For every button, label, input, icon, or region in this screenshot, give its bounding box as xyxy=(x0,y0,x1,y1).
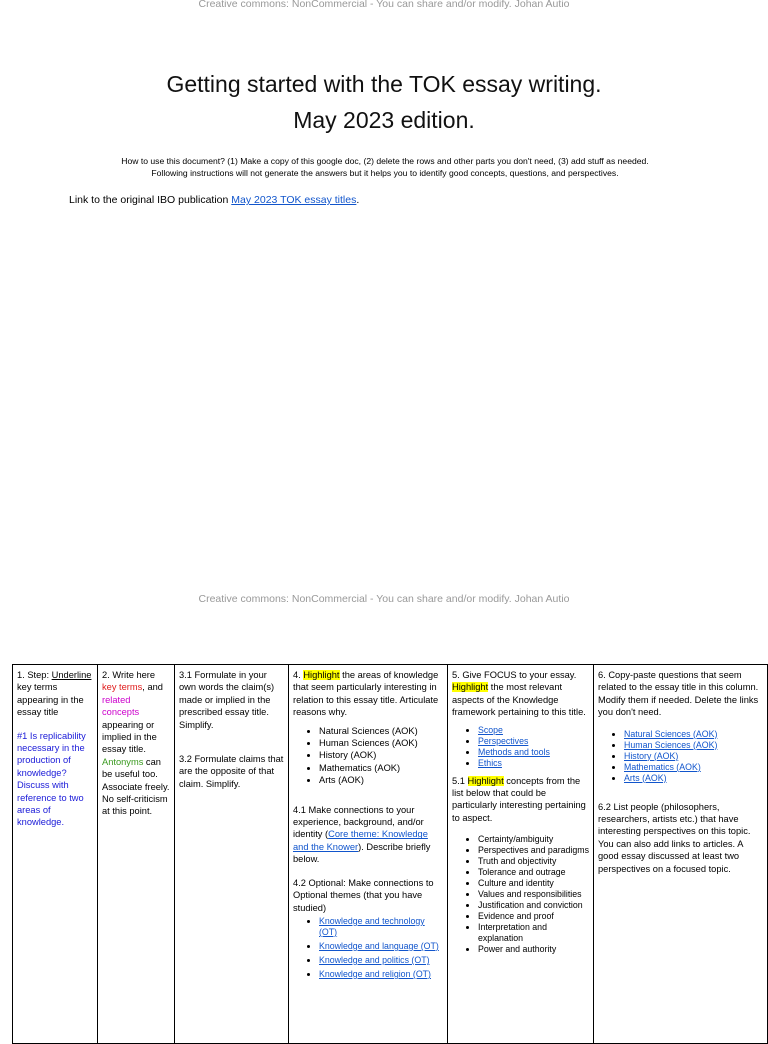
essay-question-1: #1 Is replicability necessary in the production of knowledge? Discuss with reference to two areas of knowledge. xyxy=(17,730,86,828)
step-1-underline-word: Underline xyxy=(51,670,92,680)
list-item: • History (AOK) xyxy=(319,749,443,761)
arts-link[interactable]: Arts (AOK) xyxy=(624,772,667,783)
ibo-essay-titles-link[interactable]: May 2023 TOK essay titles xyxy=(231,194,357,206)
list-item xyxy=(478,736,589,747)
list-item: • Certainty/ambiguity xyxy=(478,834,589,845)
list-item xyxy=(478,725,589,736)
list-item xyxy=(319,916,443,938)
step-2-text-c: appearing or implied in the essay title. xyxy=(102,719,157,755)
list-item: • Mathematics (AOK) xyxy=(319,762,443,774)
document-title-line-2: May 2023 edition. xyxy=(293,107,475,133)
step-5-1-prefix: 5.1 xyxy=(452,775,468,786)
step-2-text-d: can be useful too. Associate freely. No self-criticism at this point. xyxy=(102,756,170,817)
natural-sciences-link[interactable]: Natural Sciences (AOK) xyxy=(624,728,718,739)
step-5-text-b: the most relevant aspects of the Knowledge framework pertaining to this title. xyxy=(452,682,586,718)
list-item xyxy=(624,729,763,740)
step-4-2-text: 4.2 Optional: Make connections to Optional themes (that you have studied) xyxy=(293,877,434,913)
list-item: • Justification and conviction xyxy=(478,900,589,911)
step-6-text: 6. Copy-paste questions that seem related to the essay title in this column. Modify them if needed. Delete the links you don't need. xyxy=(598,670,759,718)
human-sciences-link[interactable]: Human Sciences (AOK) xyxy=(624,739,718,750)
usage-instructions xyxy=(60,155,710,179)
history-link[interactable]: History (AOK) xyxy=(624,750,679,761)
list-item xyxy=(478,747,589,758)
list-item xyxy=(319,969,443,980)
list-item: • Evidence and proof xyxy=(478,911,589,922)
ethics-link[interactable]: Ethics xyxy=(478,757,502,768)
highlight-keyword: Highlight xyxy=(303,670,340,680)
ibo-link-line xyxy=(69,194,359,206)
list-item xyxy=(478,758,589,769)
theme-religion-link[interactable]: Knowledge and religion (OT) xyxy=(319,968,431,979)
aok-list xyxy=(293,725,443,787)
highlight-keyword: Highlight xyxy=(467,775,504,786)
list-item: • Natural Sciences (AOK) xyxy=(319,725,443,737)
step-5-1-text: concepts from the list below that could be particularly interesting pertaining to aspect. xyxy=(452,775,586,823)
framework-list xyxy=(452,725,589,769)
perspectives-link[interactable]: Perspectives xyxy=(478,735,529,746)
license-note-top: Creative commons: NonCommercial - You can share and/or modify. Johan Autio xyxy=(198,0,570,10)
usage-instructions-line-1: How to use this document? (1) Make a copy of this google doc, (2) delete the rows and other parts you don't need, (3) add stuff as needed. xyxy=(121,156,649,166)
step-4-1-text-b: ). Describe briefly below. xyxy=(293,841,431,865)
list-item: • Truth and objectivity xyxy=(478,856,589,867)
step-6-cell[interactable] xyxy=(594,665,768,1044)
list-item xyxy=(624,751,763,762)
step-4-1-text-a: 4.1 Make connections to your experience, background, and/or identity ( xyxy=(293,804,424,840)
list-item xyxy=(624,762,763,773)
step-4-text: the areas of knowledge that seem particularly interesting in relation to this essay title. Articulate reasons why. xyxy=(293,670,439,718)
step-1-prefix: 1. Step: xyxy=(17,670,52,680)
list-item xyxy=(319,941,443,952)
list-item: • Arts (AOK) xyxy=(319,774,443,786)
theme-politics-link[interactable]: Knowledge and politics (OT) xyxy=(319,954,430,965)
step-5-cell[interactable] xyxy=(448,665,594,1044)
step-2-text-a: 2. Write here xyxy=(102,670,156,680)
related-concepts-label: related concepts xyxy=(102,694,140,718)
optional-themes-list xyxy=(293,916,443,980)
list-item: • Perspectives and paradigms xyxy=(478,845,589,856)
step-6-2-text: 6.2 List people (philosophers, researchers, artists etc.) that have interesting perspectives on this topic. You can also add links to articles. A good essay discussed at least two perspectives on a focused topic. xyxy=(598,801,751,874)
ibo-link-intro: Link to the original IBO publication xyxy=(69,194,232,206)
step-1-cell[interactable] xyxy=(13,665,98,1044)
list-item: • Power and authority xyxy=(478,944,589,955)
list-item: • Human Sciences (AOK) xyxy=(319,737,443,749)
list-item: • Values and responsibilities xyxy=(478,889,589,900)
list-item: • Interpretation and explanation xyxy=(478,922,589,944)
concepts-list xyxy=(452,834,589,955)
step-4-cell[interactable] xyxy=(289,665,448,1044)
methods-and-tools-link[interactable]: Methods and tools xyxy=(478,746,550,757)
ibo-link-suffix: . xyxy=(356,194,360,206)
step-4-prefix: 4. xyxy=(293,670,304,680)
step-2-text-b: , and xyxy=(142,682,163,693)
list-item: • Culture and identity xyxy=(478,878,589,889)
step-5-text-a: 5. Give FOCUS to your essay. xyxy=(452,670,577,680)
key-terms-label: key terms xyxy=(102,682,143,693)
license-note-page-2: Creative commons: NonCommercial - You can share and/or modify. Johan Autio xyxy=(198,593,570,605)
highlight-keyword: Highlight xyxy=(452,682,489,693)
essay-planning-table xyxy=(12,664,768,1044)
step-3-1-text: 3.1 Formulate in your own words the claim(s) made or implied in the prescribed essay title. Simplify. xyxy=(179,670,275,730)
antonyms-label: Antonyms xyxy=(102,756,144,767)
list-item: • Tolerance and outrage xyxy=(478,867,589,878)
list-item xyxy=(624,773,763,784)
core-theme-link[interactable]: Core theme: Knowledge and the Knower xyxy=(293,829,428,852)
list-item xyxy=(319,955,443,966)
scope-link[interactable]: Scope xyxy=(478,724,503,735)
usage-instructions-line-2: Following instructions will not generate the answers but it helps you to identify good concepts, questions, and perspectives. xyxy=(151,168,619,178)
step-1-text: key terms appearing in the essay title xyxy=(17,682,84,718)
table-row xyxy=(13,665,768,1044)
theme-technology-link[interactable]: Knowledge and technology (OT) xyxy=(319,915,425,937)
step-3-2-text: 3.2 Formulate claims that are the opposite of that claim. Simplify. xyxy=(179,754,284,789)
step-3-cell[interactable] xyxy=(175,665,289,1044)
document-title-line-1: Getting started with the TOK essay writing. xyxy=(166,71,602,97)
theme-language-link[interactable]: Knowledge and language (OT) xyxy=(319,940,439,951)
step-2-cell[interactable] xyxy=(98,665,175,1044)
list-item xyxy=(624,740,763,751)
aok-questions-links xyxy=(598,729,763,784)
mathematics-link[interactable]: Mathematics (AOK) xyxy=(624,761,701,772)
